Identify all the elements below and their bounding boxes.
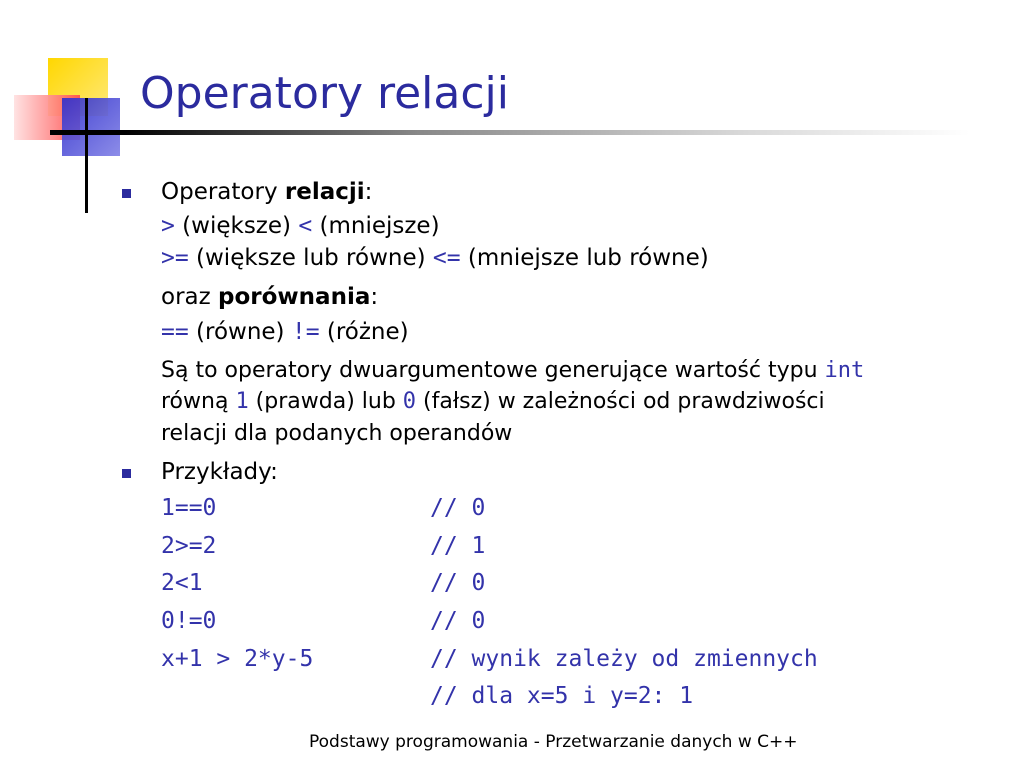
operator-desc: (większe) (174, 213, 299, 239)
example-expr: x+1 > 2*y-5 (161, 646, 314, 672)
bullet-examples: Przykłady: (161, 459, 278, 485)
description-line-3: relacji dla podanych operandów (161, 421, 513, 446)
operator-code: == (161, 319, 189, 345)
bullet-marker (122, 469, 131, 478)
example-expr: 1==0 (161, 495, 217, 521)
text-fragment: Są to operatory dwuargumentowe generujące wartość typu (161, 358, 825, 383)
example-comment: // 1 (430, 533, 486, 559)
example-comment: // 0 (430, 608, 486, 634)
operator-code: > (161, 213, 175, 239)
code-fragment: 1 (235, 389, 249, 414)
example-comment: // 0 (430, 570, 486, 596)
operator-code: != (291, 319, 320, 345)
text-fragment: Operatory (161, 179, 285, 205)
operator-code: <= (432, 245, 461, 271)
text-fragment: (prawda) lub (248, 389, 403, 414)
example-comment: // dla x=5 i y=2: 1 (430, 683, 694, 709)
operator-desc: (większe lub równe) (188, 245, 433, 271)
operator-code: < (298, 213, 313, 239)
operator-desc: (mniejsze lub równe) (460, 245, 709, 271)
comparison-intro (161, 282, 378, 312)
bold-text: porównania (218, 284, 371, 310)
text-fragment: (fałsz) w zależności od prawdziwości (416, 389, 825, 414)
operators-row-1 (161, 211, 440, 241)
code-fragment: int (824, 358, 865, 383)
operators-row-2 (161, 243, 709, 273)
bold-text: relacji (284, 179, 365, 205)
slide-title: Operatory relacji (140, 68, 509, 119)
operator-desc: (różne) (319, 319, 409, 345)
description-line-1 (161, 356, 864, 386)
text-fragment: oraz (161, 284, 219, 310)
example-expr: 0!=0 (161, 608, 217, 634)
example-expr: 2<1 (161, 570, 203, 596)
operator-desc: (mniejsze) (312, 213, 440, 239)
example-comment: // wynik zależy od zmiennych (430, 646, 818, 672)
description-line-2 (161, 387, 825, 417)
bullet-relational-operators (161, 177, 372, 207)
text-fragment: : (364, 179, 373, 205)
bullet-marker (122, 189, 131, 198)
operators-row-3 (161, 317, 409, 347)
text-fragment: : (370, 284, 379, 310)
operator-desc: (równe) (188, 319, 292, 345)
example-expr: 2>=2 (161, 533, 217, 559)
operator-code: >= (161, 245, 189, 271)
slide-footer: Podstawy programowania - Przetwarzanie danych w C++ (309, 732, 798, 752)
code-fragment: 0 (402, 389, 417, 414)
text-fragment: równą (161, 389, 236, 414)
example-comment: // 0 (430, 495, 486, 521)
